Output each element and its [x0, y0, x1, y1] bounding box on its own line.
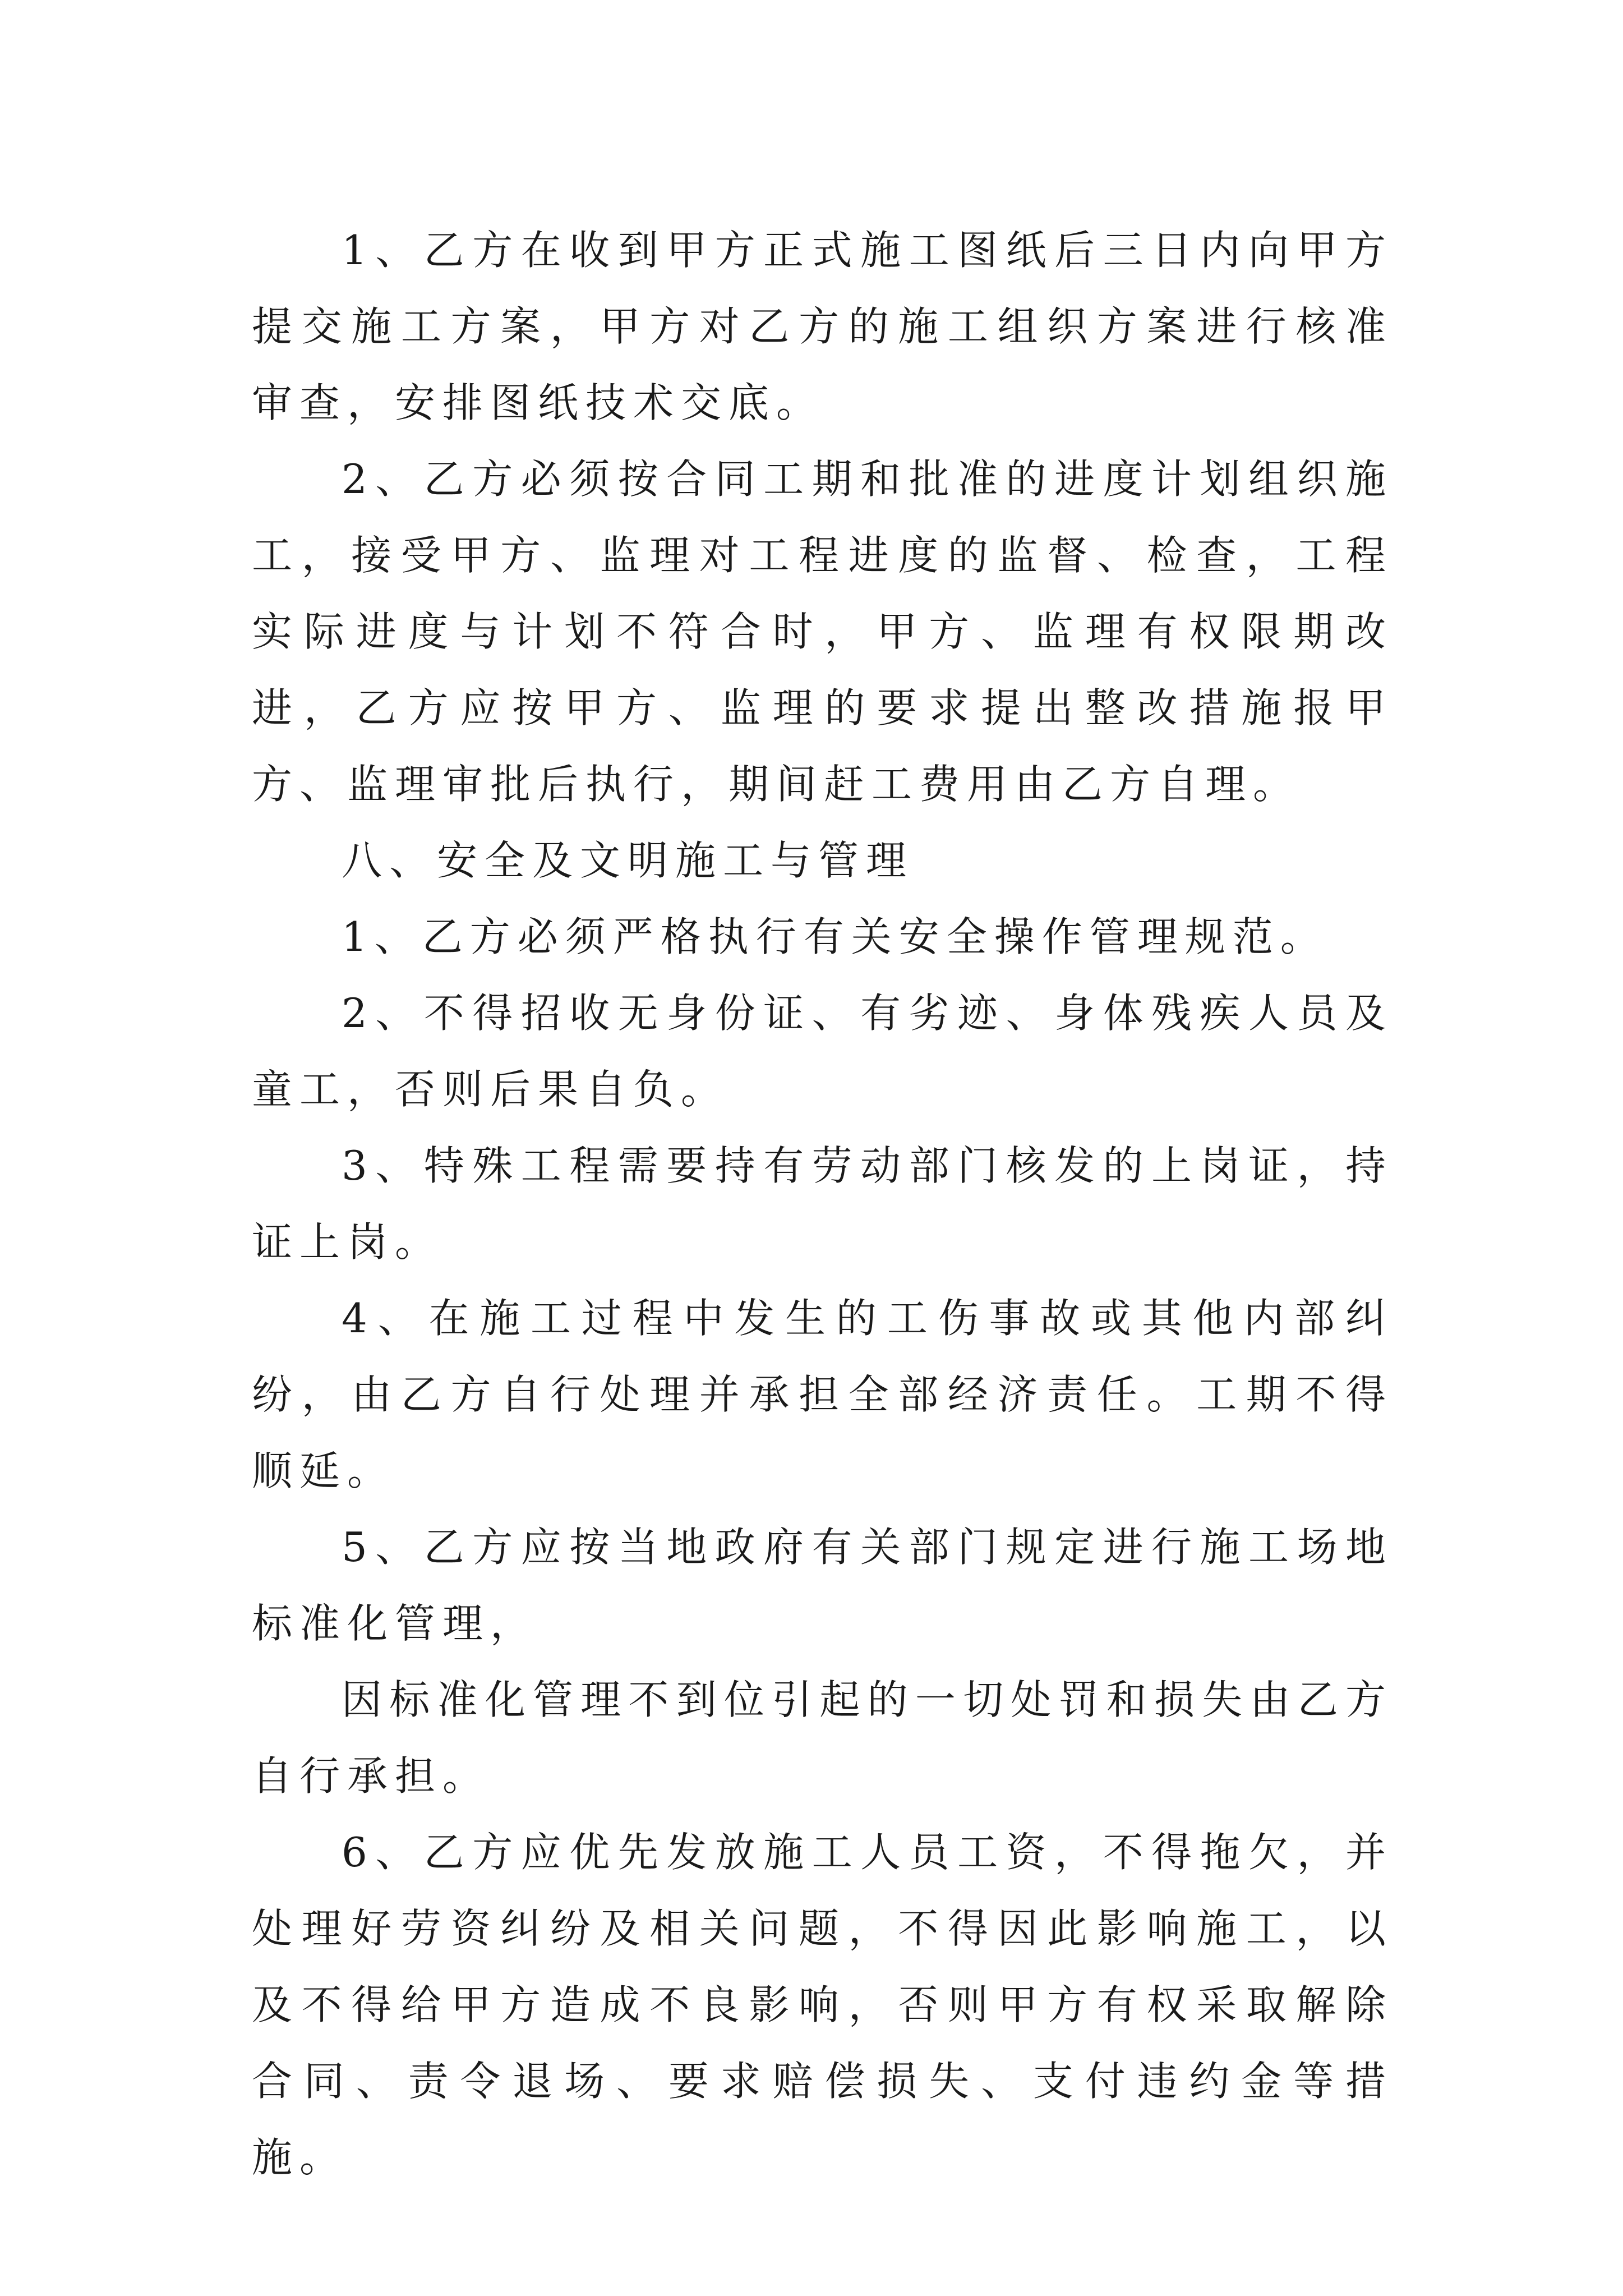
paragraph-safety-5-continued: 因标准化管理不到位引起的一切处罚和损失由乙方自行承担。: [252, 1676, 1393, 1800]
paragraph-safety-3: 3、特殊工程需要持有劳动部门核发的上岗证，持证上岗。: [252, 1142, 1393, 1266]
document-body: [252, 212, 1393, 2196]
paragraph-safety-2: 2、不得招收无身份证、有劣迹、身体残疾人员及童工，否则后果自负。: [252, 990, 1393, 1113]
paragraph-safety-6: 6、乙方应优先发放施工人员工资，不得拖欠，并处理好劳资纠纷及相关问题，不得因此影响施工，以及不得给甲方造成不良影响，否则甲方有权采取解除合同、责令退场、要求赔偿损失、支付违约金等措施。: [252, 1829, 1393, 2181]
paragraph-safety-1: 1、乙方必须严格执行有关安全操作管理规范。: [342, 913, 1328, 960]
paragraph-clause-2: 2、乙方必须按合同工期和批准的进度计划组织施工，接受甲方、监理对工程进度的监督、检查，工程实际进度与计划不符合时，甲方、监理有权限期改进，乙方应按甲方、监理的要求提出整改措施报甲方、监理审批后执行，期间赶工费用由乙方自理。: [252, 455, 1393, 808]
paragraph-safety-4: 4、在施工过程中发生的工伤事故或其他内部纠纷，由乙方自行处理并承担全部经济责任。工期不得顺延。: [252, 1295, 1393, 1494]
paragraph-safety-5: 5、乙方应按当地政府有关部门规定进行施工场地标准化管理，: [252, 1524, 1393, 1647]
paragraph-clause-1: 1、乙方在收到甲方正式施工图纸后三日内向甲方提交施工方案，甲方对乙方的施工组织方案进行核准审查，安排图纸技术交底。: [252, 227, 1393, 426]
section-heading-safety: 八、安全及文明施工与管理: [342, 837, 914, 884]
